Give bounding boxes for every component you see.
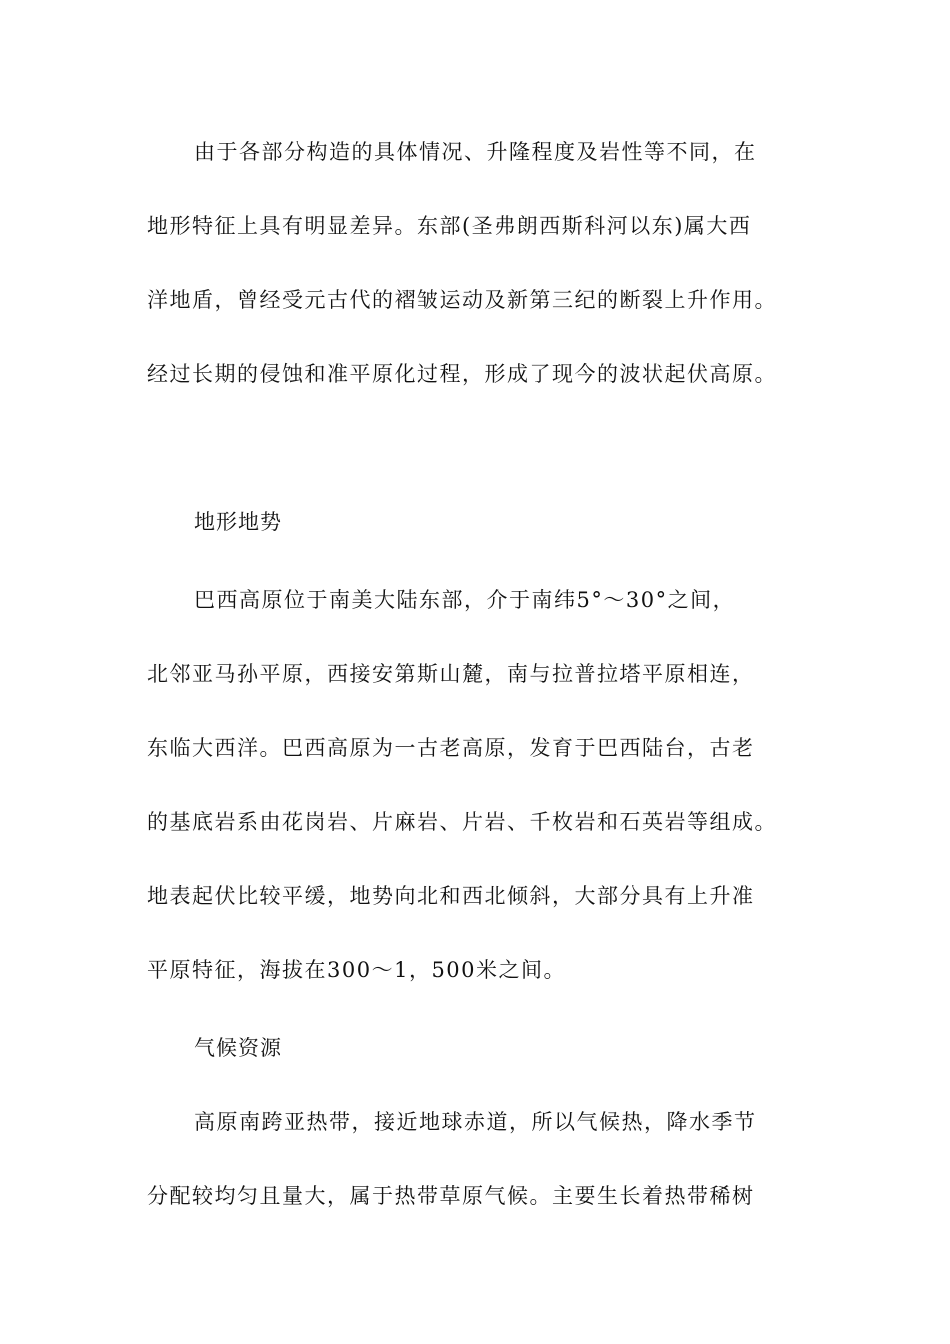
paragraph-line: 巴西高原位于南美大陆东部，介于南纬5°～30°之间， (194, 588, 736, 612)
paragraph-line: 洋地盾，曾经受元古代的褶皱运动及新第三纪的断裂上升作用。 (147, 288, 777, 312)
paragraph-line: 由于各部分构造的具体情况、升隆程度及岩性等不同，在 (194, 140, 757, 164)
paragraph-line: 分配较均匀且量大，属于热带草原气候。主要生长着热带稀树 (147, 1184, 755, 1208)
section-heading: 地形地势 (194, 510, 282, 534)
paragraph-line: 的基底岩系由花岗岩、片麻岩、片岩、千枚岩和石英岩等组成。 (147, 810, 777, 834)
paragraph-line: 经过长期的侵蚀和准平原化过程，形成了现今的波状起伏高原。 (147, 362, 777, 386)
paragraph-line: 北邻亚马孙平原，西接安第斯山麓，南与拉普拉塔平原相连， (147, 662, 755, 686)
section-heading: 气候资源 (194, 1036, 282, 1060)
paragraph-line: 地形特征上具有明显差异。东部(圣弗朗西斯科河以东)属大西 (147, 214, 752, 238)
paragraph-line: 高原南跨亚热带，接近地球赤道，所以气候热，降水季节 (194, 1110, 757, 1134)
paragraph-line: 东临大西洋。巴西高原为一古老高原，发育于巴西陆台，古老 (147, 736, 755, 760)
paragraph-line: 平原特征，海拔在300～1，500米之间。 (147, 958, 567, 982)
paragraph-line: 地表起伏比较平缓，地势向北和西北倾斜，大部分具有上升准 (147, 884, 755, 908)
